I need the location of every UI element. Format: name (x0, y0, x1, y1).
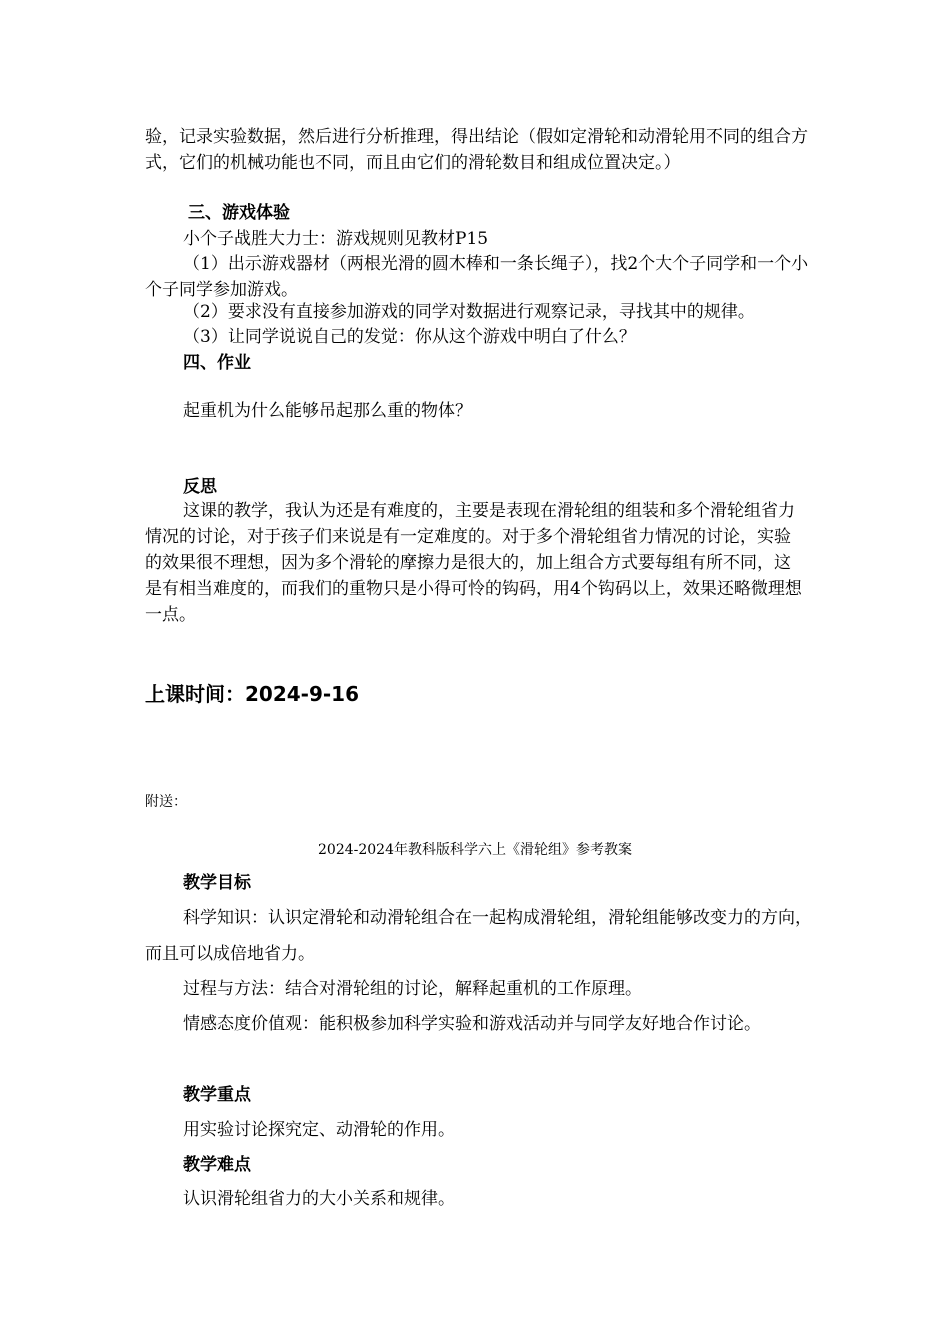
section-title-game: 三、游戏体验 (188, 203, 290, 223)
section-title-homework: 四、作业 (183, 353, 251, 373)
difficulty-title: 教学难点 (183, 1155, 251, 1175)
homework-question: 起重机为什么能够吊起那么重的物体？ (183, 401, 472, 421)
key-points-text: 用实验讨论探究定、动滑轮的作用。 (183, 1120, 455, 1140)
game-step-2: （2）要求没有直接参加游戏的同学对数据进行观察记录，寻找其中的规律。 (183, 302, 755, 322)
paragraph-continued: 验，记录实验数据，然后进行分析推理，得出结论（假如定滑轮和动滑轮用不同的组合方式，它们的机械功能也不同，而且由它们的滑轮数目和组成位置决定。） (145, 127, 808, 173)
appendix-title: 2024-2024年教科版科学六上《滑轮组》参考教案 (318, 842, 632, 858)
appendix-label: 附送： (145, 794, 187, 810)
reflection-title: 反思 (183, 477, 217, 497)
game-step-1: （1）出示游戏器材（两根光滑的圆木棒和一条长绳子），找2个大个子同学和一个小个子同学参加游戏。 (145, 254, 809, 300)
game-intro: 小个子战胜大力士：游戏规则见教材P15 (183, 229, 489, 249)
key-points-title: 教学重点 (183, 1085, 251, 1105)
difficulty-text: 认识滑轮组省力的大小关系和规律。 (183, 1189, 455, 1209)
goal-knowledge: 科学知识：认识定滑轮和动滑轮组合在一起构成滑轮组，滑轮组能够改变力的方向，而且可以成倍地省力。 (145, 908, 812, 964)
goal-process: 过程与方法：结合对滑轮组的讨论，解释起重机的工作原理。 (183, 979, 642, 999)
teaching-goals-title: 教学目标 (183, 873, 251, 893)
class-time-heading: 上课时间：2024-9-16 (145, 682, 360, 706)
goal-attitude: 情感态度价值观：能积极参加科学实验和游戏活动并与同学友好地合作讨论。 (183, 1014, 761, 1034)
game-step-3: （3）让同学说说自己的发觉：你从这个游戏中明白了什么？ (183, 327, 636, 347)
reflection-text: 这课的教学，我认为还是有难度的，主要是表现在滑轮组的组装和多个滑轮组省力情况的讨论，对于孩子们来说是有一定难度的。对于多个滑轮组省力情况的讨论，实验的效果很不理想，因为多个滑轮的摩擦力是很大的，加上组合方式要每组有所不同，这是有相当难度的，而我们的重物只是小得可怜的钩码，用4个钩码以上，效果还略微理想一点。 (145, 501, 802, 625)
